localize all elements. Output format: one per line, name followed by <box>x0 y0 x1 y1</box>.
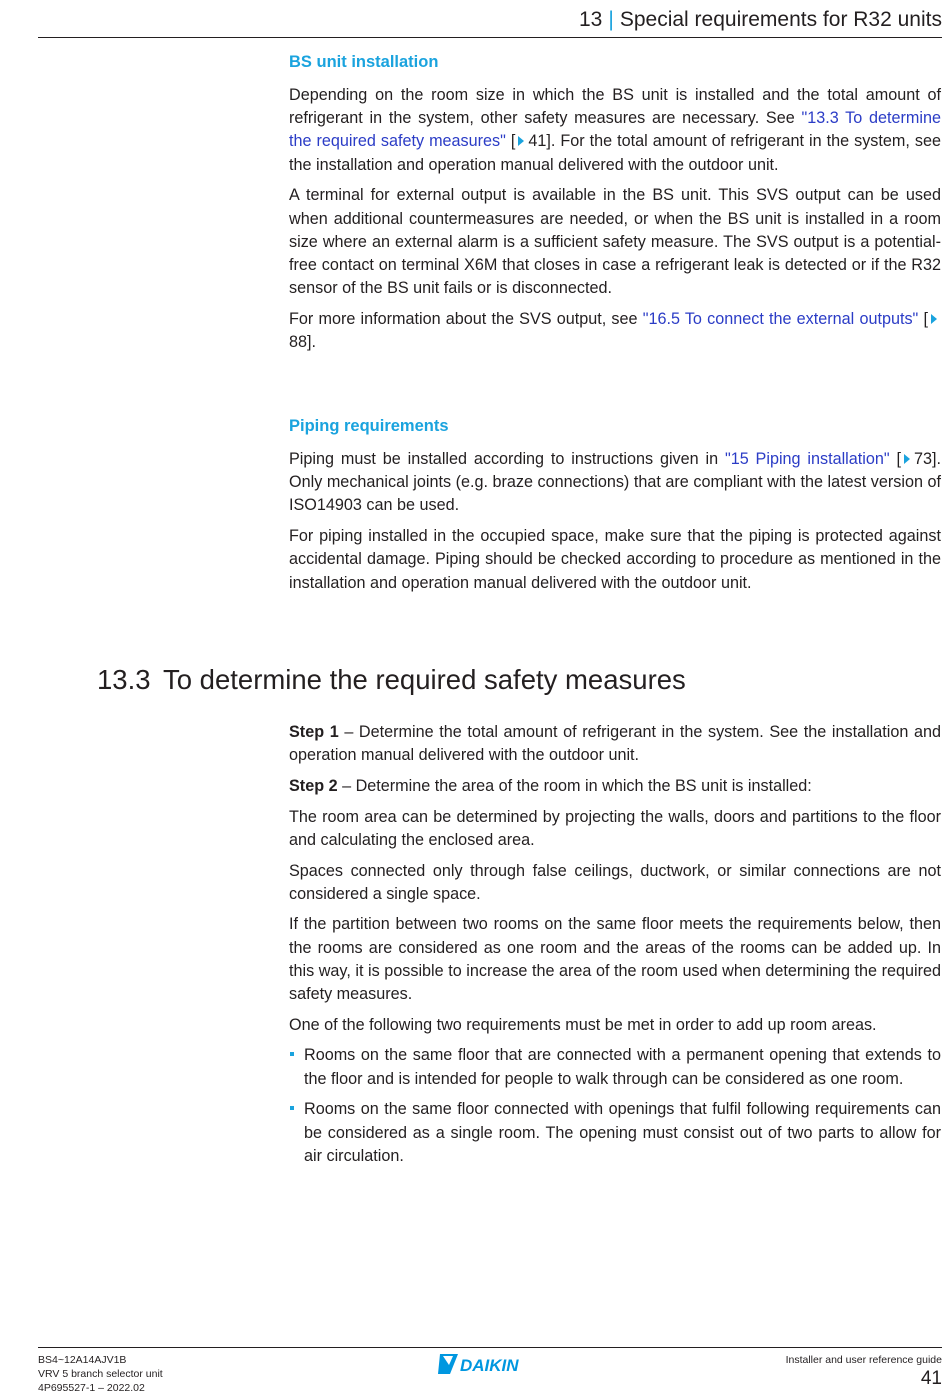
bullet-icon <box>290 1106 294 1110</box>
step-1: Step 1 – Determine the total amount of refrigerant in the system. See the installation and operation manual delivered with the outdoor unit. <box>289 723 941 765</box>
section-title: To determine the required safety measures <box>163 664 686 695</box>
link-16-5[interactable]: "16.5 To connect the external outputs" <box>642 309 919 328</box>
bs-unit-paragraph-1: Depending on the room size in which the BS unit is installed and the total amount of refrigerant in the system, other safety measures are necessary. See "13.3 To determine the required safety measures" [ 41]. For the total amount of refrigerant in the system, see the installation and operation manual delivered with the outdoor unit. <box>289 86 942 174</box>
section-number: 13.3 <box>97 664 151 695</box>
product-name: VRV 5 branch selector unit <box>38 1368 163 1380</box>
daikin-logo-icon <box>438 1352 542 1376</box>
section-heading <box>97 662 686 698</box>
bs-unit-paragraph-3: For more information about the SVS output, see "16.5 To connect the external outputs" [88]. <box>289 308 941 354</box>
header-separator: | <box>608 8 614 31</box>
partition-paragraph: If the partition between two rooms on the same floor meets the requirements below, then the rooms are considered as one room and the areas of the rooms can be added up. In this way, it is possible to increase the area of the room used when determining the required safety measures. <box>289 915 941 1004</box>
safety-measures-section <box>289 721 941 1175</box>
footer-info <box>38 1353 163 1395</box>
guide-title: Installer and user reference guide <box>785 1354 942 1366</box>
list-item: Rooms on the same floor connected with openings that fulfil following requirements can be considered as a single room. The opening must consist out of two parts to allow for air circulation. <box>289 1098 941 1168</box>
page-reference-icon <box>518 136 524 146</box>
room-area-paragraph: The room area can be determined by projecting the walls, doors and partitions to the floor and calculating the enclosed area. <box>289 807 941 849</box>
step-2: Step 2 – Determine the area of the room in which the BS unit is installed: <box>289 776 812 795</box>
spaces-paragraph: Spaces connected only through false ceilings, ductwork, or similar connections are not considered a single space. <box>289 861 941 903</box>
link-15[interactable]: "15 Piping installation" <box>724 450 890 468</box>
step-1-label: Step 1 <box>289 723 339 741</box>
link-13-3[interactable]: "13.3 To determine the required safety measures" <box>289 109 942 151</box>
model-code: BS4~12A14AJV1B <box>38 1354 127 1366</box>
daikin-logo <box>438 1352 542 1381</box>
page-ref-41: 41 <box>528 132 547 151</box>
document-id: 4P695527-1 – 2022.02 <box>38 1382 145 1394</box>
piping-heading: Piping requirements <box>289 417 449 435</box>
page-header <box>38 0 942 38</box>
chapter-number: 13 <box>579 8 603 31</box>
page-number: 41 <box>920 1368 942 1389</box>
step-2-label: Step 2 <box>289 776 338 795</box>
requirements-paragraph: One of the following two requirements must be met in order to add up room areas. <box>289 1015 877 1034</box>
requirements-list <box>289 1044 941 1168</box>
page-ref-73: 73 <box>914 450 933 468</box>
piping-paragraph-2: For piping installed in the occupied space, make sure that the piping is protected against accidental damage. Piping should be checked according to procedure as mentioned in the installation and operation manual delivered with the outdoor unit. <box>289 527 941 592</box>
page-reference-icon <box>931 314 937 324</box>
logo-text: DAIKIN <box>460 1356 519 1375</box>
bs-unit-section <box>289 50 941 362</box>
chapter-title: Special requirements for R32 units <box>619 8 942 31</box>
footer-right <box>786 1353 942 1391</box>
piping-section <box>289 414 941 602</box>
bullet-icon <box>290 1052 294 1056</box>
bs-unit-heading: BS unit installation <box>289 53 439 71</box>
list-item: Rooms on the same floor that are connected with a permanent opening that extends to the floor and is intended for people to walk through can be considered as one room. <box>289 1044 941 1090</box>
footer-divider <box>38 1347 942 1348</box>
bs-unit-paragraph-2: A terminal for external output is available in the BS unit. This SVS output can be used when additional countermeasures are needed, or when the BS unit is installed in a room size where an external alarm is a sufficient safety measure. The SVS output is a potential-free contact on terminal X6M that closes in case a refrigerant leak is detected or if the R32 sensor of the BS unit fails or is disconnected. <box>289 186 941 298</box>
page-reference-icon <box>904 454 910 464</box>
piping-paragraph-1: Piping must be installed according to instructions given in "15 Piping installation" [ 73]. Only mechanical joints (e.g. braze connections) that are compliant with the latest version of ISO14903 can be used. <box>289 450 942 515</box>
page-ref-88: 88 <box>289 333 308 352</box>
